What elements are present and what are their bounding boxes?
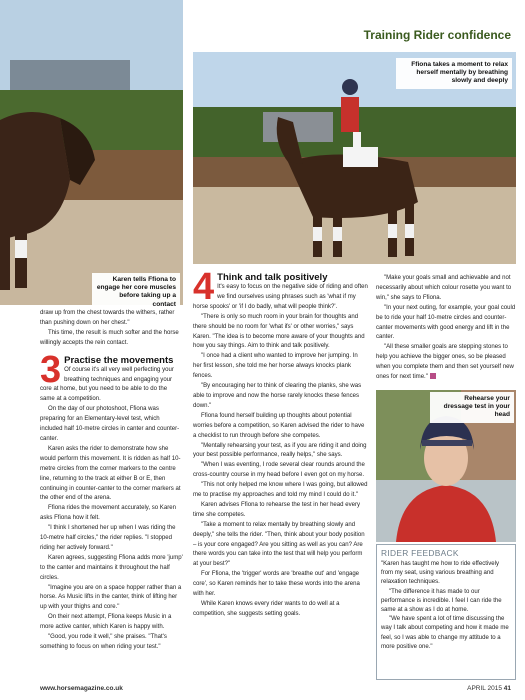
section-heading: Think and talk positively <box>217 272 328 283</box>
caption-left-photo: Karen tells Ffiona to engage her core muscles before taking up a contact <box>92 273 180 312</box>
paragraph: Karen advises Ffiona to rehearse the test in her head every time she competes. <box>193 501 360 518</box>
page-number: 41 <box>503 685 511 692</box>
section-number: 3 <box>40 348 62 391</box>
column-3 <box>376 274 516 383</box>
paragraph: "The difference it has made to our performance is incredible. I feel I can ride the same at a show as I do at home. <box>381 588 502 614</box>
paragraph: On the day of our photoshoot, Ffiona was preparing for an Elementary-level test, which included half 10-metre circles in canter and counter-canter. <box>40 406 180 442</box>
paragraph: "Mentally rehearsing your test, as if you are riding it and doing your best possible performance, really helps," she says. <box>193 442 367 459</box>
paragraph: This time, the result is much softer and the horse willingly accepts the rein contact. <box>40 329 179 346</box>
paragraph: On their next attempt, Ffiona keeps Music in a more active canter, which Karen is happy with. <box>40 614 172 631</box>
paragraph: "In your next outing, for example, your goal could be to ride your half 10-metre circles and counter-canter movements with good energy and lift in the canter. <box>376 304 516 341</box>
paragraph: "We have spent a lot of time discussing the way I talk about competing and how it made me feel, so I was able to change my attitude to a more positive one." <box>381 616 509 650</box>
paragraph: "There is only so much room in your brain for thoughts and there should be no room for 'what ifs' or other worries," says Karen. "The idea is to become more aware of your thoughts and how you say things. Aim to think and talk positively. <box>193 313 365 350</box>
section-4 <box>193 266 368 620</box>
paragraph: draw up from the chest towards the withers, rather than pushing down on her chest." <box>40 310 175 326</box>
paragraph: While Karen knows every rider wants to do well at a competition, she suggests setting goals. <box>193 601 340 617</box>
section-title: Training Rider confidence <box>363 28 511 42</box>
footer-website[interactable]: www.horsemagazine.co.uk <box>40 685 123 692</box>
paragraph: Karen agrees, suggesting Ffiona adds more 'jump' to the canter and maintains it throughout the half circles. <box>40 554 183 581</box>
paragraph: "This not only helped me know where I was going, but allowed me to practise my approaches and told my mind I could do it." <box>193 482 368 499</box>
caption-headshot: Rehearse your dressage test in your head <box>430 392 514 423</box>
paragraph: "Good, you rode it well," she praises. "That's something to focus on when riding your test." <box>40 634 167 650</box>
paragraph: Karen asks the rider to demonstrate how she would perform this movement. It is ridden as half 10-metre circles from the corner markers to the centre line, returning to the track at either B or E, then continuing in counter-canter to the corner markers at the other end of the arena. <box>40 445 181 502</box>
paragraph: "Imagine you are on a space hopper rather than a horse. As Music lifts in the canter, think of lifting her up with your thighs and core." <box>40 584 182 611</box>
paragraph: For Ffiona, the 'trigger' words are 'breathe out' and 'engage core', so Karen reminds her to take these words into the arena with her. <box>193 571 360 598</box>
caption-right-photo: Ffiona takes a moment to relax herself mentally by breathing slowly and deeply <box>396 58 512 89</box>
section-3 <box>40 348 183 653</box>
paragraph: "I once had a client who wanted to improve her jumping. In her first lesson, she told me her horse always knocks plank fences. <box>193 353 358 380</box>
paragraph: "I think I shortened her up when I was riding the 10-metre half circles," the rider replies. "I stopped riding her actively forward." <box>40 525 176 551</box>
paragraph: "Karen has taught me how to ride effectively from my seat, using various breathing and relaxation techniques. <box>381 561 499 586</box>
paragraph-text: "All these smaller goals are stepping stones to help you achieve the bigger ones, so be pleased when you complete them and then set yourself new ones for next time." <box>376 344 514 381</box>
photo-rider-core-muscles <box>0 0 183 305</box>
paragraph: Ffiona found herself building up thoughts about potential worries before a competition, so Karen advised the rider to have a checklist to run through before she competes. <box>193 412 365 439</box>
paragraph: "When I was eventing, I rode several clear rounds around the cross-country course in my head before I even got on my horse. <box>193 462 365 479</box>
column-2 <box>193 266 368 620</box>
rider-feedback-title: RIDER FEEDBACK <box>377 544 515 560</box>
paragraph: It's easy to focus on the negative side of riding and often we find ourselves using phrases such as 'what if my horse spooks' or 'if I do badly, what will people think?'. <box>193 284 368 310</box>
paragraph: "Take a moment to relax mentally by breathing slowly and deeply," she tells the rider. "Then, think about your body position – is your core engaged? Are you sitting as well as you can? Are there words you can take into the test that will help you perform at your best?" <box>193 521 365 568</box>
paragraph: "Make your goals small and achievable and not necessarily about which colour rosette you want to win," she says to Ffiona. <box>376 275 512 301</box>
paragraph <box>376 343 516 383</box>
end-of-article-mark <box>430 373 436 379</box>
section-heading: Practise the movements <box>64 354 174 366</box>
column-1 <box>40 309 183 653</box>
paragraph: Of course it's all very well perfecting your breathing techniques and engaging your core at home, but you need to be able to do the same at a competition. <box>40 366 174 403</box>
section-number: 4 <box>193 266 215 308</box>
rider-feedback-box <box>376 544 516 680</box>
paragraph: "By encouraging her to think of clearing the planks, she was able to improve and now the horse rarely knocks these fences down." <box>193 383 362 409</box>
issue-date: APRIL 2015 <box>467 685 502 692</box>
footer-issue <box>467 685 511 692</box>
paragraph: Ffiona rides the movement accurately, so Karen asks Ffiona how it felt. <box>40 505 176 522</box>
